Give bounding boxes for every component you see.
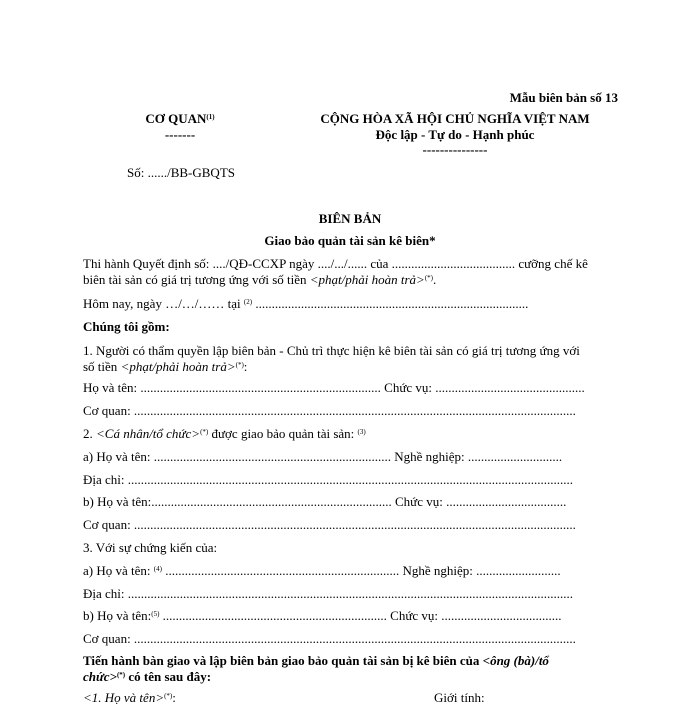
s3-a-name: a) Họ và tên: $^{(4)}$ ........................................................................ Nghề nghiệp: .......................... [83, 563, 561, 578]
para1-line1: Thi hành Quyết định số: ..../QĐ-CCXP ngày ..../.../...... của ...................................... cưỡng chế kê [83, 256, 588, 271]
doc-subtitle: Giao bảo quản tài sản kê biên* [264, 233, 436, 248]
s2-b-name: b) Họ và tên:.......................................................................... Chức vụ: ..................................... [83, 494, 567, 509]
s3-title: 3. Với sự chứng kiến của: [83, 540, 218, 555]
agency-label: CƠ QUAN [145, 111, 207, 126]
s2-a-name: a) Họ và tên: ......................................................................... Nghề nghiệp: ............................. [83, 449, 563, 464]
doc-title: BIÊN BẢN [318, 211, 382, 226]
nation-title: CỘNG HÒA XÃ HỘI CHỦ NGHĨA VIỆT NAM [320, 111, 590, 126]
agency-note: (1) [206, 113, 215, 121]
gender-label: Giới tính: [434, 690, 485, 705]
s1-name: Họ và tên: .......................................................................... Chức vụ: .............................................. [83, 380, 585, 395]
s1-line1: 1. Người có thẩm quyền lập biên bản - Chủ trì thực hiện kê biên tài sản có giá trị tương ứng với [83, 343, 580, 358]
s1-line2: số tiền <phạt/phải hoàn trả>(*): [83, 359, 248, 374]
last-line: <1. Họ và tên>(*): [83, 690, 176, 705]
s1-agency: Cơ quan: ........................................................................................................................................ [83, 403, 576, 418]
handover-line2: chức>(*) có tên sau đây: [83, 669, 212, 684]
nation-dashes: --------------- [422, 142, 488, 157]
s2-b-agency: Cơ quan: ........................................................................................................................................ [83, 517, 576, 532]
s3-b-name: b) Họ và tên:$^{(5)}$ ..................................................................... Chức vụ: ..................................... [83, 608, 562, 623]
nation-motto: Độc lập - Tự do - Hạnh phúc [375, 127, 535, 142]
s3-a-addr: Địa chỉ: ......................................................................................................................................... [83, 586, 574, 601]
s3-b-agency: Cơ quan: ........................................................................................................................................ [83, 631, 576, 646]
agency-dashes: ------- [164, 127, 196, 142]
handover-line1: Tiến hành bàn giao và lập biên bản giao bảo quản tài sản bị kê biên của <ông (bà)/tổ [83, 653, 549, 668]
today-line: Hôm nay, ngày …/…/…… tại $^{(2)}$ .................................................................................... [83, 296, 529, 311]
para1-line2: biên tài sản có giá trị tương ứng với số tiền <phạt/phải hoàn trả>(*). [83, 272, 437, 287]
agency-header [130, 111, 230, 127]
s2-title: 2. <Cá nhân/tổ chức>(*) được giao bảo quản tài sản: $^{(3)}$ [83, 426, 366, 441]
form-number: Mẫu biên bản số 13 [509, 90, 618, 105]
doc-number: Số: ....../BB-GBQTS [127, 165, 235, 180]
we-include: Chúng tôi gồm: [83, 319, 170, 334]
s2-a-addr: Địa chỉ: ......................................................................................................................................... [83, 472, 574, 487]
